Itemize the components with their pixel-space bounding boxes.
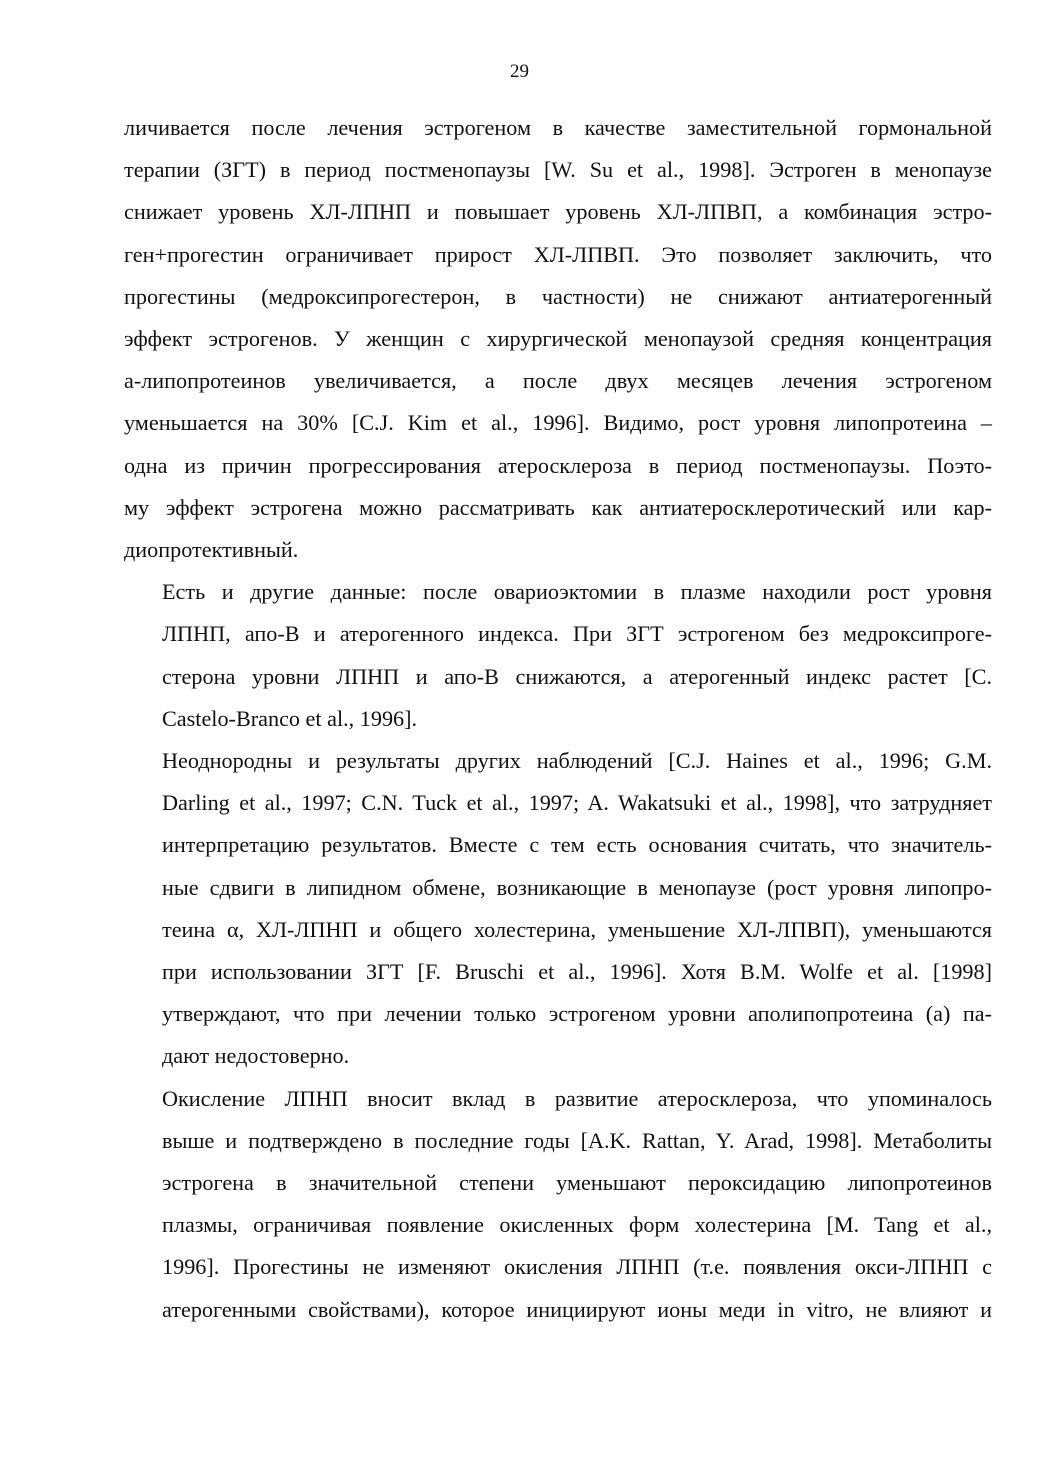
text-line: му эффект эстрогена можно рассматривать как антиатеросклеротический или кар- — [124, 494, 992, 520]
paragraph — [124, 571, 992, 740]
text-line: эстрогена в значительной степени уменьшают пероксидацию липопротеинов — [162, 1170, 992, 1196]
text-line: диопротективный. — [124, 537, 299, 563]
text-line: ЛПНП, апо-В и атерогенного индекса. При ЗГТ эстрогеном без медроксипроге- — [162, 621, 992, 647]
text-line: утверждают, что при лечении только эстрогеном уровни аполипопротеина (а) па- — [162, 1001, 992, 1027]
text-line: прогестины (медроксипрогестерон, в частности) не снижают антиатерогенный — [124, 283, 992, 309]
text-line: ген+прогестин ограничивает прирост ХЛ-ЛПВП. Это позволяет заключить, что — [124, 241, 992, 267]
paragraph — [124, 107, 992, 571]
text-line: выше и подтверждено в последние годы [A.K. Rattan, Y. Arad, 1998]. Метаболиты — [162, 1127, 992, 1153]
text-line: личивается после лечения эстрогеном в качестве заместительной гормональной — [124, 115, 992, 140]
text-line: одна из причин прогрессирования атеросклероза в период постменопаузы. Поэто- — [124, 452, 992, 478]
text-line: 1996]. Прогестины не изменяют окисления ЛПНП (т.е. появления окси-ЛПНП с — [162, 1254, 992, 1280]
text-line: стерона уровни ЛПНП и апо-В снижаются, а атерогенный индекс растет [C. — [162, 663, 992, 689]
text-line: Castelo-Branco et al., 1996]. — [162, 705, 418, 731]
text-line: интерпретацию результатов. Вместе с тем есть основания считать, что значитель- — [162, 832, 992, 858]
page-number: 29 — [510, 61, 529, 82]
text-line: Неоднородны и результаты других наблюдений [C.J. Haines et al., 1996; G.M. — [162, 748, 992, 774]
text-line: плазмы, ограничивая появление окисленных форм холестерина [M. Tang et al., — [162, 1212, 992, 1238]
text-line: дают недостоверно. — [162, 1043, 350, 1069]
paragraph — [124, 740, 992, 1078]
text-line: а-липопротеинов увеличивается, а после двух месяцев лечения эстрогеном — [124, 368, 992, 394]
text-line: уменьшается на 30% [C.J. Kim et al., 1996]. Видимо, рост уровня липопротеина – — [124, 410, 992, 436]
paragraph — [124, 1078, 992, 1331]
text-line: атерогенными свойствами), которое инициируют ионы меди in vitro, не влияют и — [162, 1296, 992, 1322]
text-line: эффект эстрогенов. У женщин с хирургической менопаузой средняя концентрация — [124, 326, 992, 352]
text-line: терапии (ЗГТ) в период постменопаузы [W. Su et al., 1998]. Эстроген в менопаузе — [124, 157, 992, 183]
text-body — [124, 107, 992, 1331]
text-line: теина α, ХЛ-ЛПНП и общего холестерина, уменьшение ХЛ-ЛПВП), уменьшаются — [162, 916, 992, 942]
text-line: ные сдвиги в липидном обмене, возникающие в менопаузе (рост уровня липопро- — [162, 874, 992, 900]
text-line: Окисление ЛПНП вносит вклад в развитие атеросклероза, что упоминалось — [162, 1085, 992, 1111]
text-line: Есть и другие данные: после овариоэктомии в плазме находили рост уровня — [162, 579, 992, 605]
text-line: Darling et al., 1997; C.N. Tuck et al., 1997; A. Wakatsuki et al., 1998], что затрудняет — [162, 790, 992, 816]
text-line: снижает уровень ХЛ-ЛПНП и повышает уровень ХЛ-ЛПВП, а комбинация эстро- — [124, 199, 992, 225]
text-line: при использовании ЗГТ [F. Bruschi et al., 1996]. Хотя B.M. Wolfe et al. [1998] — [162, 959, 992, 985]
